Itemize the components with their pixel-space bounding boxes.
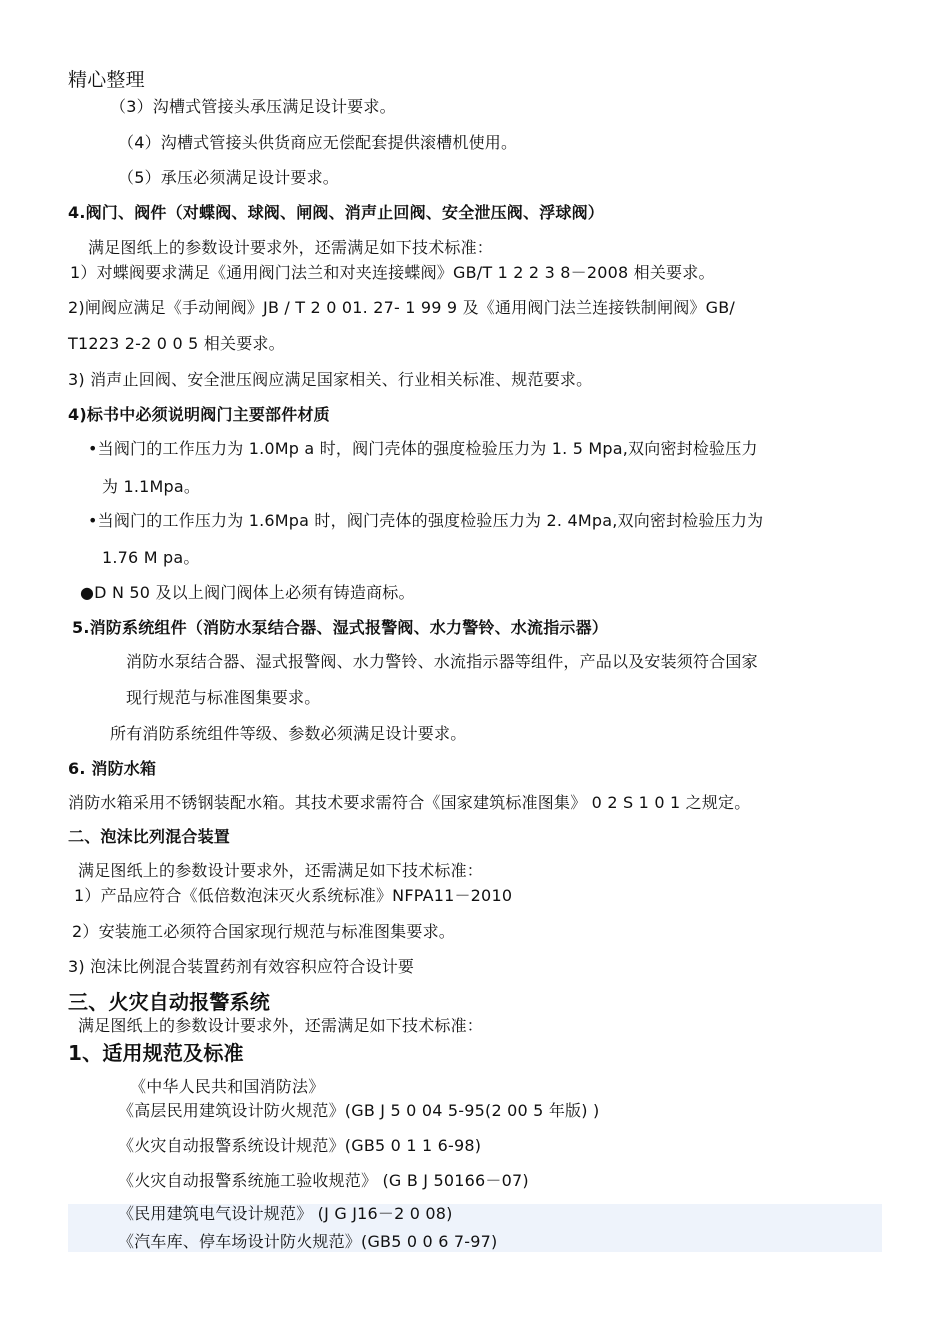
standard-item: 《民用建筑电气设计规范》 (J G J16－2 0 08) — [118, 1204, 453, 1223]
sub-heading: 4)标书中必须说明阀门主要部件材质 — [68, 405, 330, 424]
page-header: 精心整理 — [68, 69, 145, 91]
text-line: 3) 消声止回阀、安全泄压阀应满足国家相关、行业相关标准、规范要求。 — [68, 370, 593, 389]
section-heading: 4.阀门、阀件（对蝶阀、球阀、闸阀、消声止回阀、安全泄压阀、浮球阀） — [68, 203, 605, 222]
standard-item: 《高层民用建筑设计防火规范》(GB J 5 0 04 5-95(2 00 5 年版) ) — [118, 1101, 600, 1120]
section-heading: 二、泡沫比列混合装置 — [68, 827, 231, 846]
standard-item: 《汽车库、停车场设计防火规范》(GB5 0 0 6 7-97) — [118, 1232, 498, 1251]
text-line: 消防水泵结合器、湿式报警阀、水力警铃、水流指示器等组件，产品以及安装须符合国家 — [126, 652, 758, 671]
bullet-line: •当阀门的工作压力为 1.0Mp a 时，阀门壳体的强度检验压力为 1. 5 Mpa,双向密封检验压力 — [88, 439, 758, 458]
text-line: 为 1.1Mpa。 — [102, 477, 201, 496]
bullet-line: ●D N 50 及以上阀门阀体上必须有铸造商标。 — [80, 583, 415, 602]
bullet-line: •当阀门的工作压力为 1.6Mpa 时，阀门壳体的强度检验压力为 2. 4Mpa,双向密封检验压力为 — [88, 511, 764, 530]
text-line: T1223 2-2 0 0 5 相关要求。 — [68, 334, 285, 353]
text-line: 所有消防系统组件等级、参数必须满足设计要求。 — [110, 724, 467, 743]
text-line: （3）沟槽式管接头承压满足设计要求。 — [110, 97, 396, 116]
text-line: 3) 泡沫比例混合装置药剂有效容积应符合设计要 — [68, 957, 415, 976]
text-line: （5）承压必须满足设计要求。 — [118, 168, 339, 187]
text-line: 消防水箱采用不锈钢装配水箱。其技术要求需符合《国家建筑标准图集》 0 2 S 1 0 1 之规定。 — [68, 793, 751, 812]
text-line: 2)闸阀应满足《手动闸阀》JB / T 2 0 01. 27- 1 99 9 及《通用阀门法兰连接铁制闸阀》GB/ — [68, 298, 735, 317]
section-heading: 5.消防系统组件（消防水泵结合器、湿式报警阀、水力警铃、水流指示器） — [72, 618, 609, 637]
chapter-heading: 1、适用规范及标准 — [68, 1041, 244, 1065]
text-line: 1）产品应符合《低倍数泡沫灭火系统标准》NFPA11－2010 — [74, 886, 513, 905]
text-line: 满足图纸上的参数设计要求外，还需满足如下技术标准： — [78, 1016, 484, 1035]
text-line: 满足图纸上的参数设计要求外，还需满足如下技术标准： — [88, 238, 494, 257]
text-line: 满足图纸上的参数设计要求外，还需满足如下技术标准： — [78, 861, 484, 880]
chapter-heading: 三、火灾自动报警系统 — [68, 990, 270, 1014]
text-line: 1）对蝶阀要求满足《通用阀门法兰和对夹连接蝶阀》GB/T 1 2 2 3 8－2008 相关要求。 — [70, 263, 715, 282]
standard-item: 《火灾自动报警系统设计规范》(GB5 0 1 1 6-98) — [118, 1136, 482, 1155]
text-line: 2）安装施工必须符合国家现行规范与标准图集要求。 — [72, 922, 455, 941]
text-line: 1.76 M pa。 — [102, 548, 200, 567]
standard-item: 《中华人民共和国消防法》 — [130, 1077, 325, 1096]
text-line: 现行规范与标准图集要求。 — [126, 688, 321, 707]
standard-item: 《火灾自动报警系统施工验收规范》 (G B J 50166－07) — [118, 1171, 529, 1190]
section-heading: 6. 消防水箱 — [68, 759, 157, 778]
text-line: （4）沟槽式管接头供货商应无偿配套提供滚槽机使用。 — [118, 133, 518, 152]
